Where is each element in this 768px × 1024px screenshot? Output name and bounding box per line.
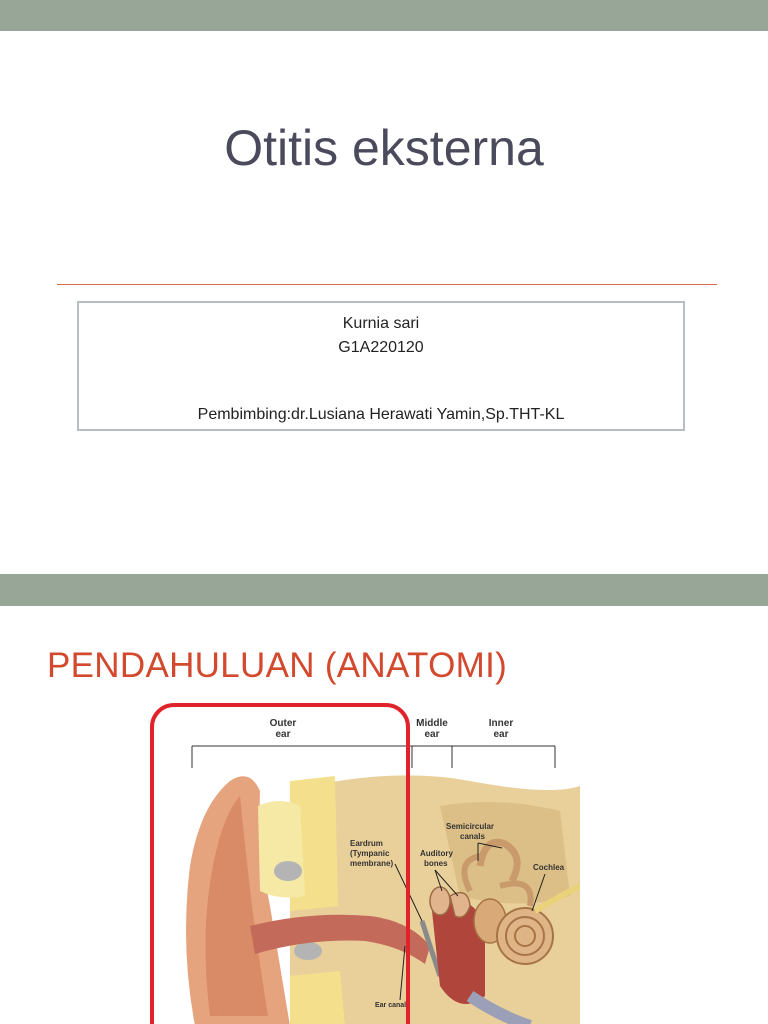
author-info-box — [77, 301, 685, 431]
label-outer-ear: Outer — [269, 718, 297, 729]
cartilage-gray-shape — [274, 861, 302, 881]
slide-title-text: Otitis eksterna — [224, 120, 544, 176]
supervisor-name: Pembimbing:dr.Lusiana Herawati Yamin,Sp.THT-KL — [197, 406, 565, 423]
label-eardrum: Eardrum — [350, 839, 383, 848]
malleus-shape — [430, 887, 450, 915]
student-id: G1A220120 — [338, 339, 424, 356]
label-ear-canal: Ear canal — [375, 1002, 407, 1009]
cartilage-shape — [258, 801, 305, 898]
slide-top-bar — [0, 574, 768, 606]
author-name: Kurnia sari — [342, 315, 420, 332]
ear-anatomy-diagram — [140, 696, 580, 1024]
slide-heading: PENDAHULUAN (ANATOMI) — [47, 646, 508, 685]
label-auditory-bones: Auditory — [420, 849, 453, 858]
label-eardrum-3: membrane) — [350, 859, 394, 868]
label-outer-ear-2: ear — [275, 729, 291, 740]
slide-top-bar — [0, 0, 768, 31]
cartilage-gray-shape-2 — [294, 942, 322, 960]
label-inner-ear-2: ear — [493, 729, 509, 740]
slide-anatomy — [0, 574, 768, 1024]
label-eardrum-2: (Tympanic — [350, 849, 390, 858]
label-inner-ear: Inner — [488, 718, 514, 729]
lower-fat-shape — [290, 971, 345, 1024]
label-middle-ear-2: ear — [424, 729, 440, 740]
label-semicircular-canals: Semicircular — [446, 822, 495, 831]
label-middle-ear: Middle — [416, 718, 448, 729]
label-cochlea: Cochlea — [533, 863, 565, 872]
label-semicircular-canals-2: canals — [460, 832, 485, 841]
label-auditory-bones-2: bones — [424, 859, 448, 868]
title-divider — [57, 284, 717, 285]
bone-texture-shape — [440, 802, 570, 904]
